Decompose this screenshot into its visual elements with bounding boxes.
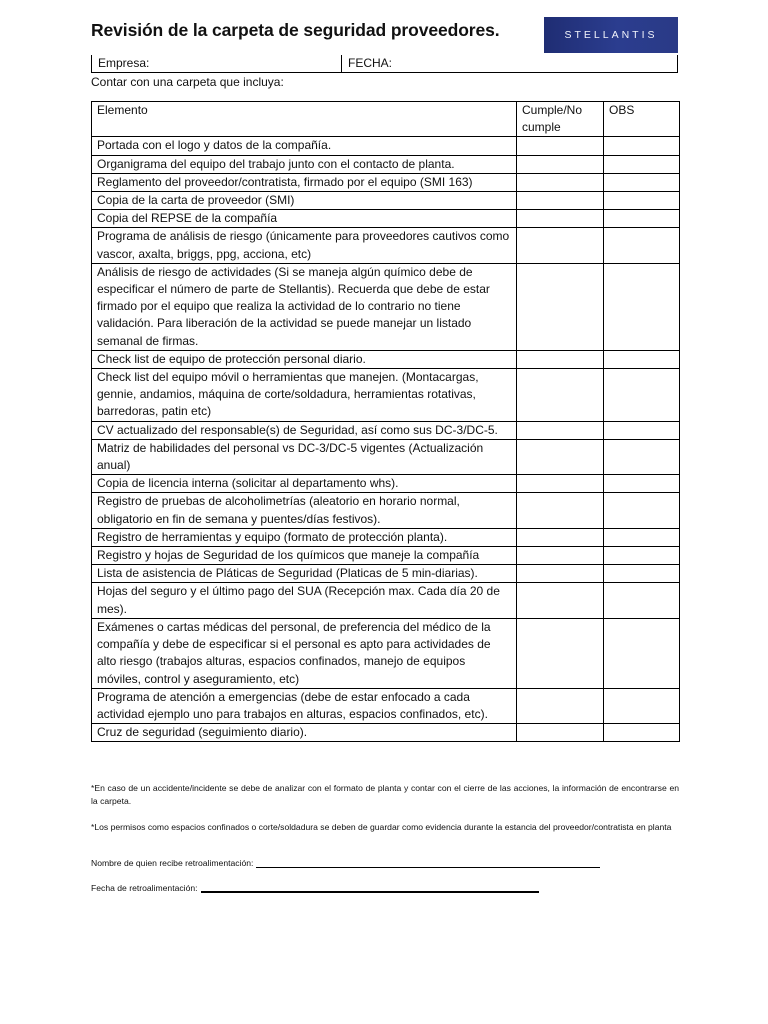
row-obs-cell[interactable] (604, 192, 680, 210)
row-element-text: Organigrama del equipo del trabajo junto con el contacto de planta. (92, 155, 517, 173)
row-element-text: Registro de herramientas y equipo (formato de protección planta). (92, 528, 517, 546)
table-row (92, 137, 680, 155)
row-cumple-cell[interactable] (517, 547, 604, 565)
row-obs-cell[interactable] (604, 369, 680, 422)
company-label: Empresa: (98, 56, 150, 70)
row-cumple-cell[interactable] (517, 155, 604, 173)
row-element-text: Copia del REPSE de la compañía (92, 210, 517, 228)
row-obs-cell[interactable] (604, 565, 680, 583)
table-row (92, 565, 680, 583)
row-obs-cell[interactable] (604, 547, 680, 565)
row-cumple-cell[interactable] (517, 439, 604, 474)
footnote-permits: *Los permisos como espacios confinados o corte/soldadura se deben de guardar como evidencia durante la estancia del proveedor/contratista en planta (91, 822, 672, 832)
row-element-text: Matriz de habilidades del personal vs DC-3/DC-5 vigentes (Actualización anual) (92, 439, 517, 474)
checklist-table (91, 101, 680, 742)
intro-text: Contar con una carpeta que incluya: (91, 75, 284, 89)
table-row (92, 228, 680, 263)
row-element-text: Exámenes o cartas médicas del personal, de preferencia del médico de la compañía y debe de especificar si el personal es apto para actividades de alto riesgo (trabajos alturas, espacios confinados, manejo de equipos móviles, control y aseguramiento, etc) (92, 618, 517, 688)
row-element-text: Reglamento del proveedor/contratista, firmado por el equipo (SMI 163) (92, 173, 517, 191)
row-element-text: Copia de licencia interna (solicitar al departamento whs). (92, 475, 517, 493)
table-row (92, 369, 680, 422)
table-row (92, 724, 680, 742)
feedback-date-line[interactable] (201, 881, 539, 893)
table-header-row (92, 102, 680, 137)
row-cumple-cell[interactable] (517, 173, 604, 191)
row-obs-cell[interactable] (604, 421, 680, 439)
table-row (92, 583, 680, 618)
row-cumple-cell[interactable] (517, 688, 604, 723)
row-obs-cell[interactable] (604, 618, 680, 688)
row-element-text: Programa de atención a emergencias (debe de estar enfocado a cada actividad ejemplo uno para trabajos en alturas, espacios confinados, etc). (92, 688, 517, 723)
row-cumple-cell[interactable] (517, 528, 604, 546)
row-element-text: Check list del equipo móvil o herramientas que manejen. (Montacargas, gennie, andamios, máquina de corte/soldadura, herramientas rotativas, barredoras, patin etc) (92, 369, 517, 422)
table-row (92, 618, 680, 688)
row-cumple-cell[interactable] (517, 493, 604, 528)
table-row (92, 475, 680, 493)
row-cumple-cell[interactable] (517, 350, 604, 368)
row-element-text: Registro y hojas de Seguridad de los químicos que maneje la compañía (92, 547, 517, 565)
receiver-name-line[interactable] (256, 857, 600, 868)
row-cumple-cell[interactable] (517, 475, 604, 493)
row-cumple-cell[interactable] (517, 369, 604, 422)
feedback-date-label: Fecha de retroalimentación: (91, 883, 198, 893)
row-element-text: Copia de la carta de proveedor (SMI) (92, 192, 517, 210)
receiver-name-label: Nombre de quien recibe retroalimentación: (91, 858, 254, 868)
feedback-date-field[interactable] (91, 881, 539, 893)
table-row (92, 192, 680, 210)
table-row (92, 421, 680, 439)
table-row (92, 439, 680, 474)
row-element-text: Programa de análisis de riesgo (únicamente para proveedores cautivos como vascor, axalta, briggs, ppg, acciona, etc) (92, 228, 517, 263)
row-cumple-cell[interactable] (517, 137, 604, 155)
table-row (92, 210, 680, 228)
table-row (92, 350, 680, 368)
row-element-text: Cruz de seguridad (seguimiento diario). (92, 724, 517, 742)
row-obs-cell[interactable] (604, 583, 680, 618)
row-cumple-cell[interactable] (517, 210, 604, 228)
stellantis-logo (544, 17, 678, 53)
row-obs-cell[interactable] (604, 228, 680, 263)
table-row (92, 688, 680, 723)
column-header-element: Elemento (92, 102, 517, 137)
row-element-text: CV actualizado del responsable(s) de Seguridad, así como sus DC-3/DC-5. (92, 421, 517, 439)
row-obs-cell[interactable] (604, 137, 680, 155)
receiver-name-field[interactable] (91, 857, 600, 868)
row-obs-cell[interactable] (604, 439, 680, 474)
row-cumple-cell[interactable] (517, 263, 604, 350)
row-obs-cell[interactable] (604, 688, 680, 723)
company-field[interactable] (92, 55, 342, 72)
row-element-text: Hojas del seguro y el último pago del SUA (Recepción max. Cada día 20 de mes). (92, 583, 517, 618)
row-element-text: Registro de pruebas de alcoholimetrías (aleatorio en horario normal, obligatorio en fin de semana y puentes/días festivos). (92, 493, 517, 528)
row-element-text: Portada con el logo y datos de la compañía. (92, 137, 517, 155)
row-element-text: Lista de asistencia de Pláticas de Seguridad (Platicas de 5 min-diarias). (92, 565, 517, 583)
row-obs-cell[interactable] (604, 493, 680, 528)
column-header-cumple: Cumple/No cumple (517, 102, 604, 137)
row-obs-cell[interactable] (604, 210, 680, 228)
row-obs-cell[interactable] (604, 173, 680, 191)
row-obs-cell[interactable] (604, 350, 680, 368)
table-row (92, 173, 680, 191)
row-cumple-cell[interactable] (517, 724, 604, 742)
row-element-text: Check list de equipo de protección personal diario. (92, 350, 517, 368)
footnote-accident: *En caso de un accidente/incidente se debe de analizar con el formato de planta y contar con el cierre de las acciones, la información de encontrarse en la carpeta. (91, 783, 679, 806)
table-row (92, 155, 680, 173)
date-field[interactable] (342, 55, 398, 72)
column-header-obs: OBS (604, 102, 680, 137)
table-row (92, 493, 680, 528)
row-cumple-cell[interactable] (517, 618, 604, 688)
row-cumple-cell[interactable] (517, 421, 604, 439)
table-row (92, 547, 680, 565)
table-row (92, 263, 680, 350)
company-date-row (91, 55, 678, 73)
row-element-text: Análisis de riesgo de actividades (Si se maneja algún químico debe de especificar el número de parte de Stellantis). Recuerda que debe de estar firmado por el equipo que realiza la actividad de lo contrario no tiene validación. Para liberación de la actividad se puede manejar un listado semanal de firmas. (92, 263, 517, 350)
row-cumple-cell[interactable] (517, 565, 604, 583)
row-cumple-cell[interactable] (517, 192, 604, 210)
row-obs-cell[interactable] (604, 475, 680, 493)
document-title: Revisión de la carpeta de seguridad proveedores. (91, 20, 500, 40)
table-row (92, 528, 680, 546)
row-cumple-cell[interactable] (517, 583, 604, 618)
row-obs-cell[interactable] (604, 263, 680, 350)
row-obs-cell[interactable] (604, 528, 680, 546)
logo-text: STELLANTIS (564, 29, 658, 41)
date-label: FECHA: (348, 56, 393, 70)
row-obs-cell[interactable] (604, 155, 680, 173)
row-cumple-cell[interactable] (517, 228, 604, 263)
row-obs-cell[interactable] (604, 724, 680, 742)
